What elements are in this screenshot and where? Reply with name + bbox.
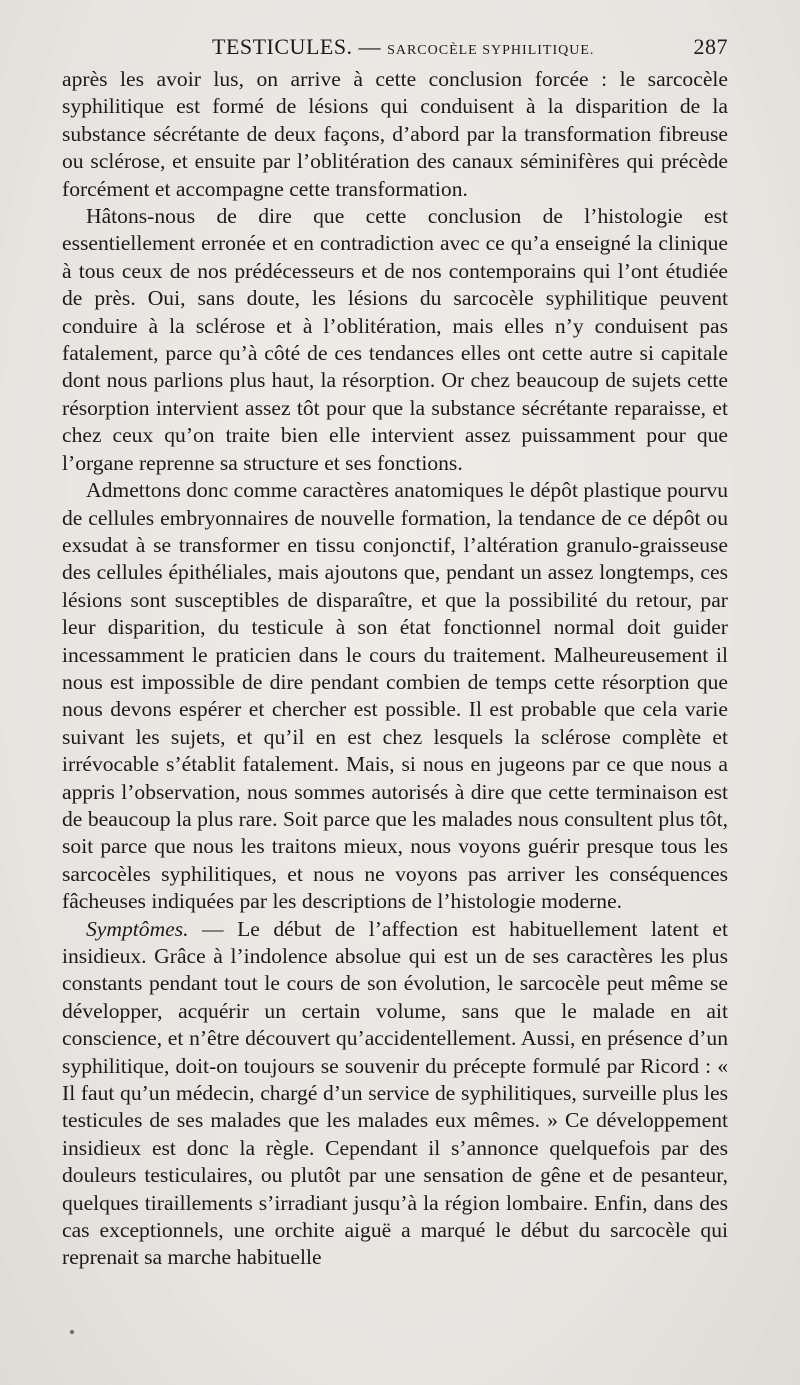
- page-speck: [70, 1330, 74, 1334]
- paragraph-symptomes: [62, 916, 728, 1272]
- section-heading-symptomes: Symptômes.: [86, 916, 189, 941]
- running-title-main: TESTICULES. —: [212, 34, 382, 59]
- symptomes-text: — Le début de l’affection est habituellement latent et insidieux. Grâce à l’indolence absolue qui est un de ses caractères les plus constants pendant tout le cours de son évolution, le sarcocèle peut même se développer, acquérir un certain volume, sans que le malade en ait conscience, et n’être découvert qu’accidentellement. Aussi, en présence d’un syphilitique, doit-on toujours se souvenir du précepte formulé par Ricord : « Il faut qu’un médecin, chargé d’un service de syphilitiques, surveille plus les testicules de ses malades que les malades eux mêmes. » Ce développement insidieux est donc la règle. Cependant il s’annonce quelquefois par des douleurs testiculaires, ou plutôt par une sensation de gêne et de pesanteur, quelques tiraillements s’irradiant jusqu’à la région lombaire. Enfin, dans des cas exceptionnels, une orchite aiguë a marqué le début du sarcocèle qui reprenait sa marche habituelle: [62, 916, 728, 1270]
- body-text: [62, 66, 728, 1272]
- paragraph-continuation: après les avoir lus, on arrive à cette conclusion forcée : le sarcocèle syphilitique est formé de lésions qui conduisent à la disparition de la substance sécrétante de deux façons, d’abord par la transformation fibreuse ou sclérose, et ensuite par l’oblitération des canaux séminifères qui précède forcément et accompagne cette transformation.: [62, 67, 728, 201]
- paragraph-histologie: Hâtons-nous de dire que cette conclusion de l’histologie est essentiellement erronée et en contradiction avec ce qu’a enseigné la clinique à tous ceux de nos prédécesseurs et de nos contemporains qui l’ont étudiée de près. Oui, sans doute, les lésions du sarcocèle syphilitique peuvent conduire à la sclérose et à l’oblitération, mais elles n’y conduisent pas fatalement, parce qu’à côté de ces tendances elles ont cette autre si capitale dont nous parlions plus haut, la résorption. Or chez beaucoup de sujets cette résorption intervient assez tôt pour que la substance sécrétante reparaisse, et chez ceux qu’on traite bien elle intervient assez puissamment pour que l’organe reprenne sa structure et ses fonctions.: [62, 204, 728, 475]
- running-head: [62, 30, 728, 64]
- running-title-subject: SARCOCÈLE SYPHILITIQUE.: [387, 43, 595, 58]
- page-number: 287: [693, 34, 728, 59]
- running-title: [212, 34, 594, 60]
- paragraph-caracteres: Admettons donc comme caractères anatomiques le dépôt plastique pourvu de cellules embryonnaires de nouvelle formation, la tendance de ce dépôt ou exsudat à se transformer en tissu conjonctif, l’altération granulo-graisseuse des cellules épithéliales, mais ajoutons que, pendant un assez longtemps, ces lésions sont susceptibles de disparaître, et que la possibilité du retour, par leur disparition, du testicule à son état fonctionnel normal doit guider incessamment le praticien dans le cours du traitement. Malheureusement il nous est impossible de dire pendant combien de temps cette résorption que nous devons espérer et chercher est possible. Il est probable que cela varie suivant les sujets, et qu’il en est chez lesquels la sclérose complète et irrévocable s’établit fatalement. Mais, si nous en jugeons par ce que nous a appris l’observation, nous sommes autorisés à dire que cette terminaison est de beaucoup la plus rare. Soit parce que les malades nous consultent plus tôt, soit parce que nous les traitons mieux, nous voyons guérir presque tous les sarcocèles syphilitiques, et nous ne voyons pas arriver les conséquences fâcheuses indiquées par les descriptions de l’histologie moderne.: [62, 478, 728, 914]
